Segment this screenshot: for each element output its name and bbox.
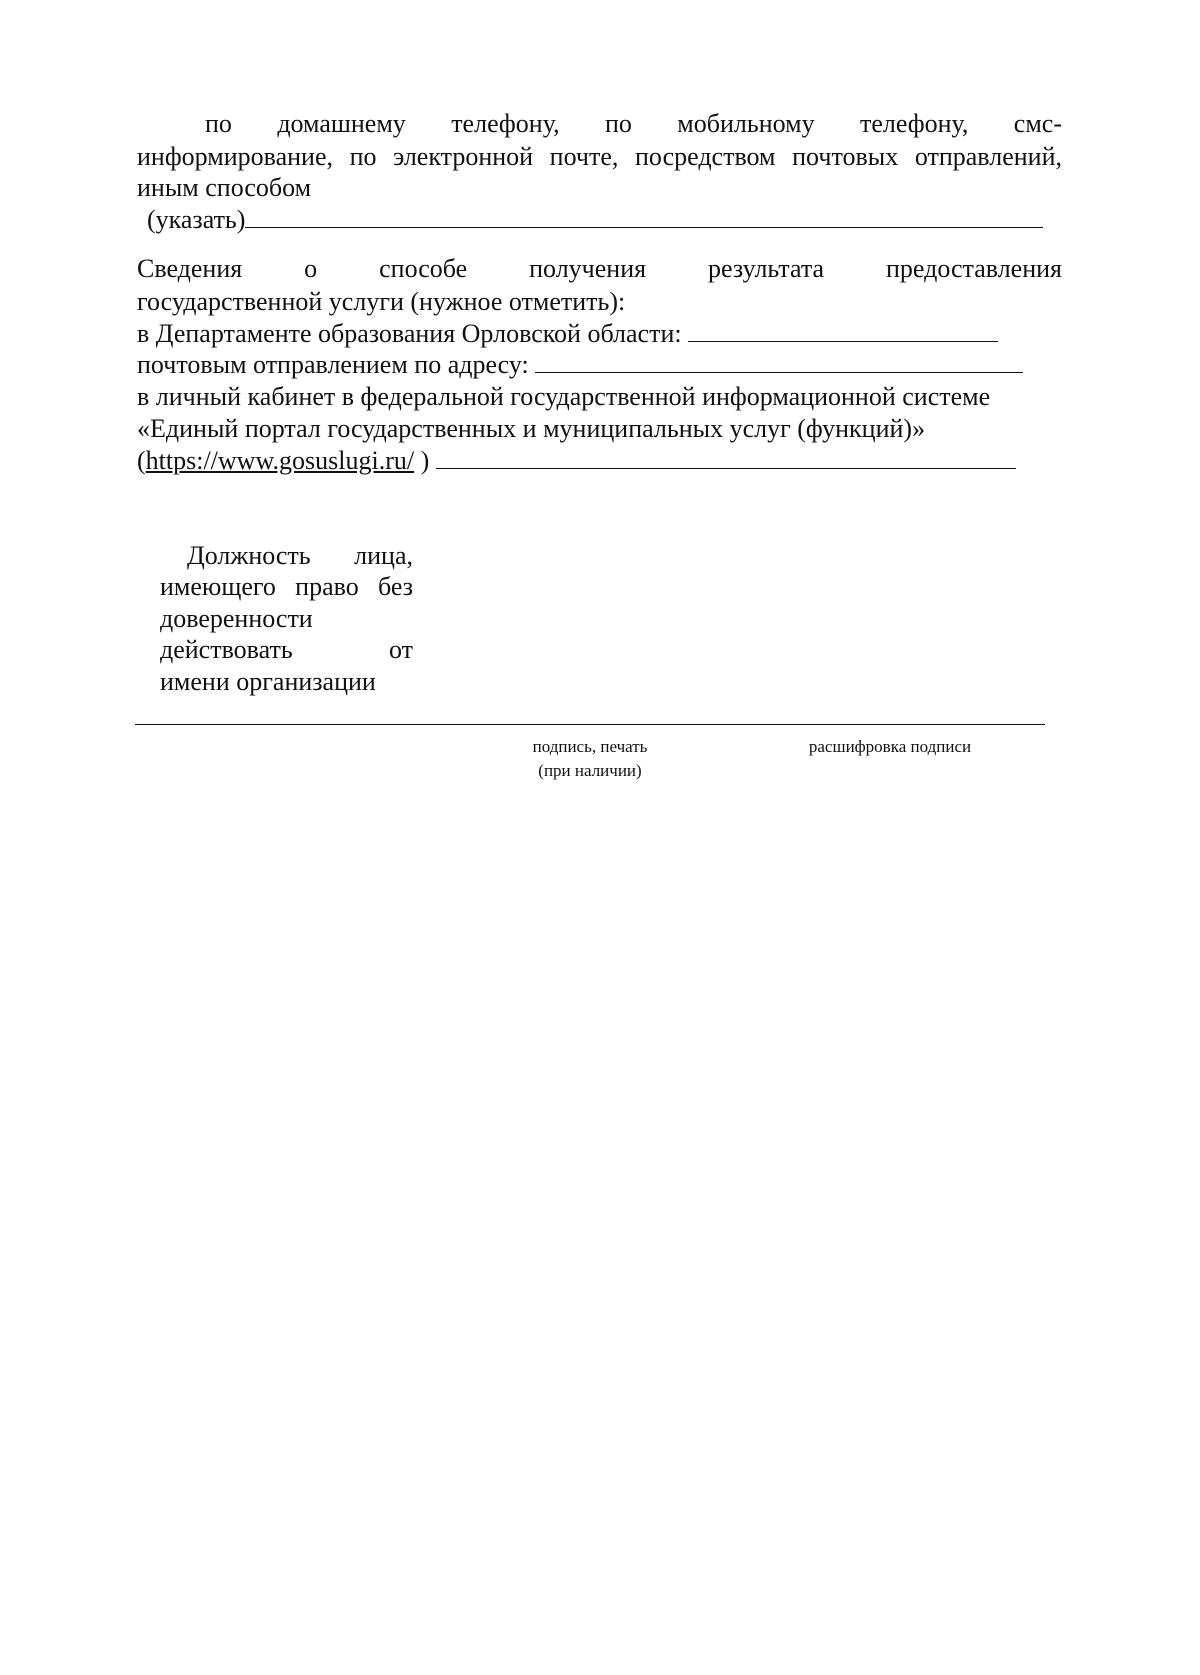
contact-methods-line3 [137,172,311,203]
position-line5-text: имени организации [160,667,376,696]
option-portal-line2 [137,413,925,444]
option-department-label: в Департаменте образования Орловской области: [137,319,682,348]
position-line5 [160,666,376,697]
option-portal-line2-text: «Единый портал государственных и муниципальных услуг (функций)» [137,414,926,443]
position-line4 [160,634,413,665]
option-portal-blank-field[interactable] [436,446,1016,469]
caption-sign [505,735,675,783]
specify-row [147,204,1043,235]
option-portal-line1-text: в личный кабинет в федеральной государственной информационной системе [137,382,991,411]
option-portal-line1 [137,381,990,412]
contact-methods-line2 [137,141,1062,172]
option-department-blank-field[interactable] [688,319,998,342]
contact-methods-line3-text: иным способом [137,173,312,202]
option-post-label: почтовым отправлением по адресу: [137,350,529,379]
portal-open-paren: ( [137,446,146,475]
option-portal-url-row [137,445,1016,476]
position-line3-text: доверенности [160,604,313,633]
option-post-row [137,349,1023,380]
result-heading-line2-text: государственной услуги (нужное отметить): [137,287,626,316]
position-line1 [187,540,413,571]
caption-decipher [790,735,990,759]
result-heading-line1-text: Сведения о способе получения результата предоставления [137,254,1062,283]
option-post-blank-field[interactable] [535,350,1023,373]
result-heading-line1 [137,253,1062,284]
result-heading-line2 [137,286,625,317]
contact-methods-line1-text: по домашнему телефону, по мобильному телефону, смс- [205,109,1062,138]
signature-rule[interactable] [135,724,1045,725]
position-line1-text: Должность лица, [187,541,413,570]
option-department-row [137,318,998,349]
caption-sign-line2: (при наличии) [538,761,642,780]
position-line2-text: имеющего право без [160,572,413,601]
position-line3 [160,603,313,634]
contact-methods-line1 [205,108,1062,139]
position-line4-text: действовать от [160,635,413,664]
caption-sign-line1: подпись, печать [532,737,648,756]
portal-close-paren: ) [414,446,430,475]
portal-url-link[interactable]: https://www.gosuslugi.ru/ [145,446,415,475]
specify-label: (указать) [147,205,246,234]
specify-blank-field[interactable] [245,205,1043,228]
caption-decipher-text: расшифровка подписи [808,737,972,756]
contact-methods-line2-text: информирование, по электронной почте, посредством почтовых отправлений, [137,142,1062,171]
position-line2 [160,571,413,602]
